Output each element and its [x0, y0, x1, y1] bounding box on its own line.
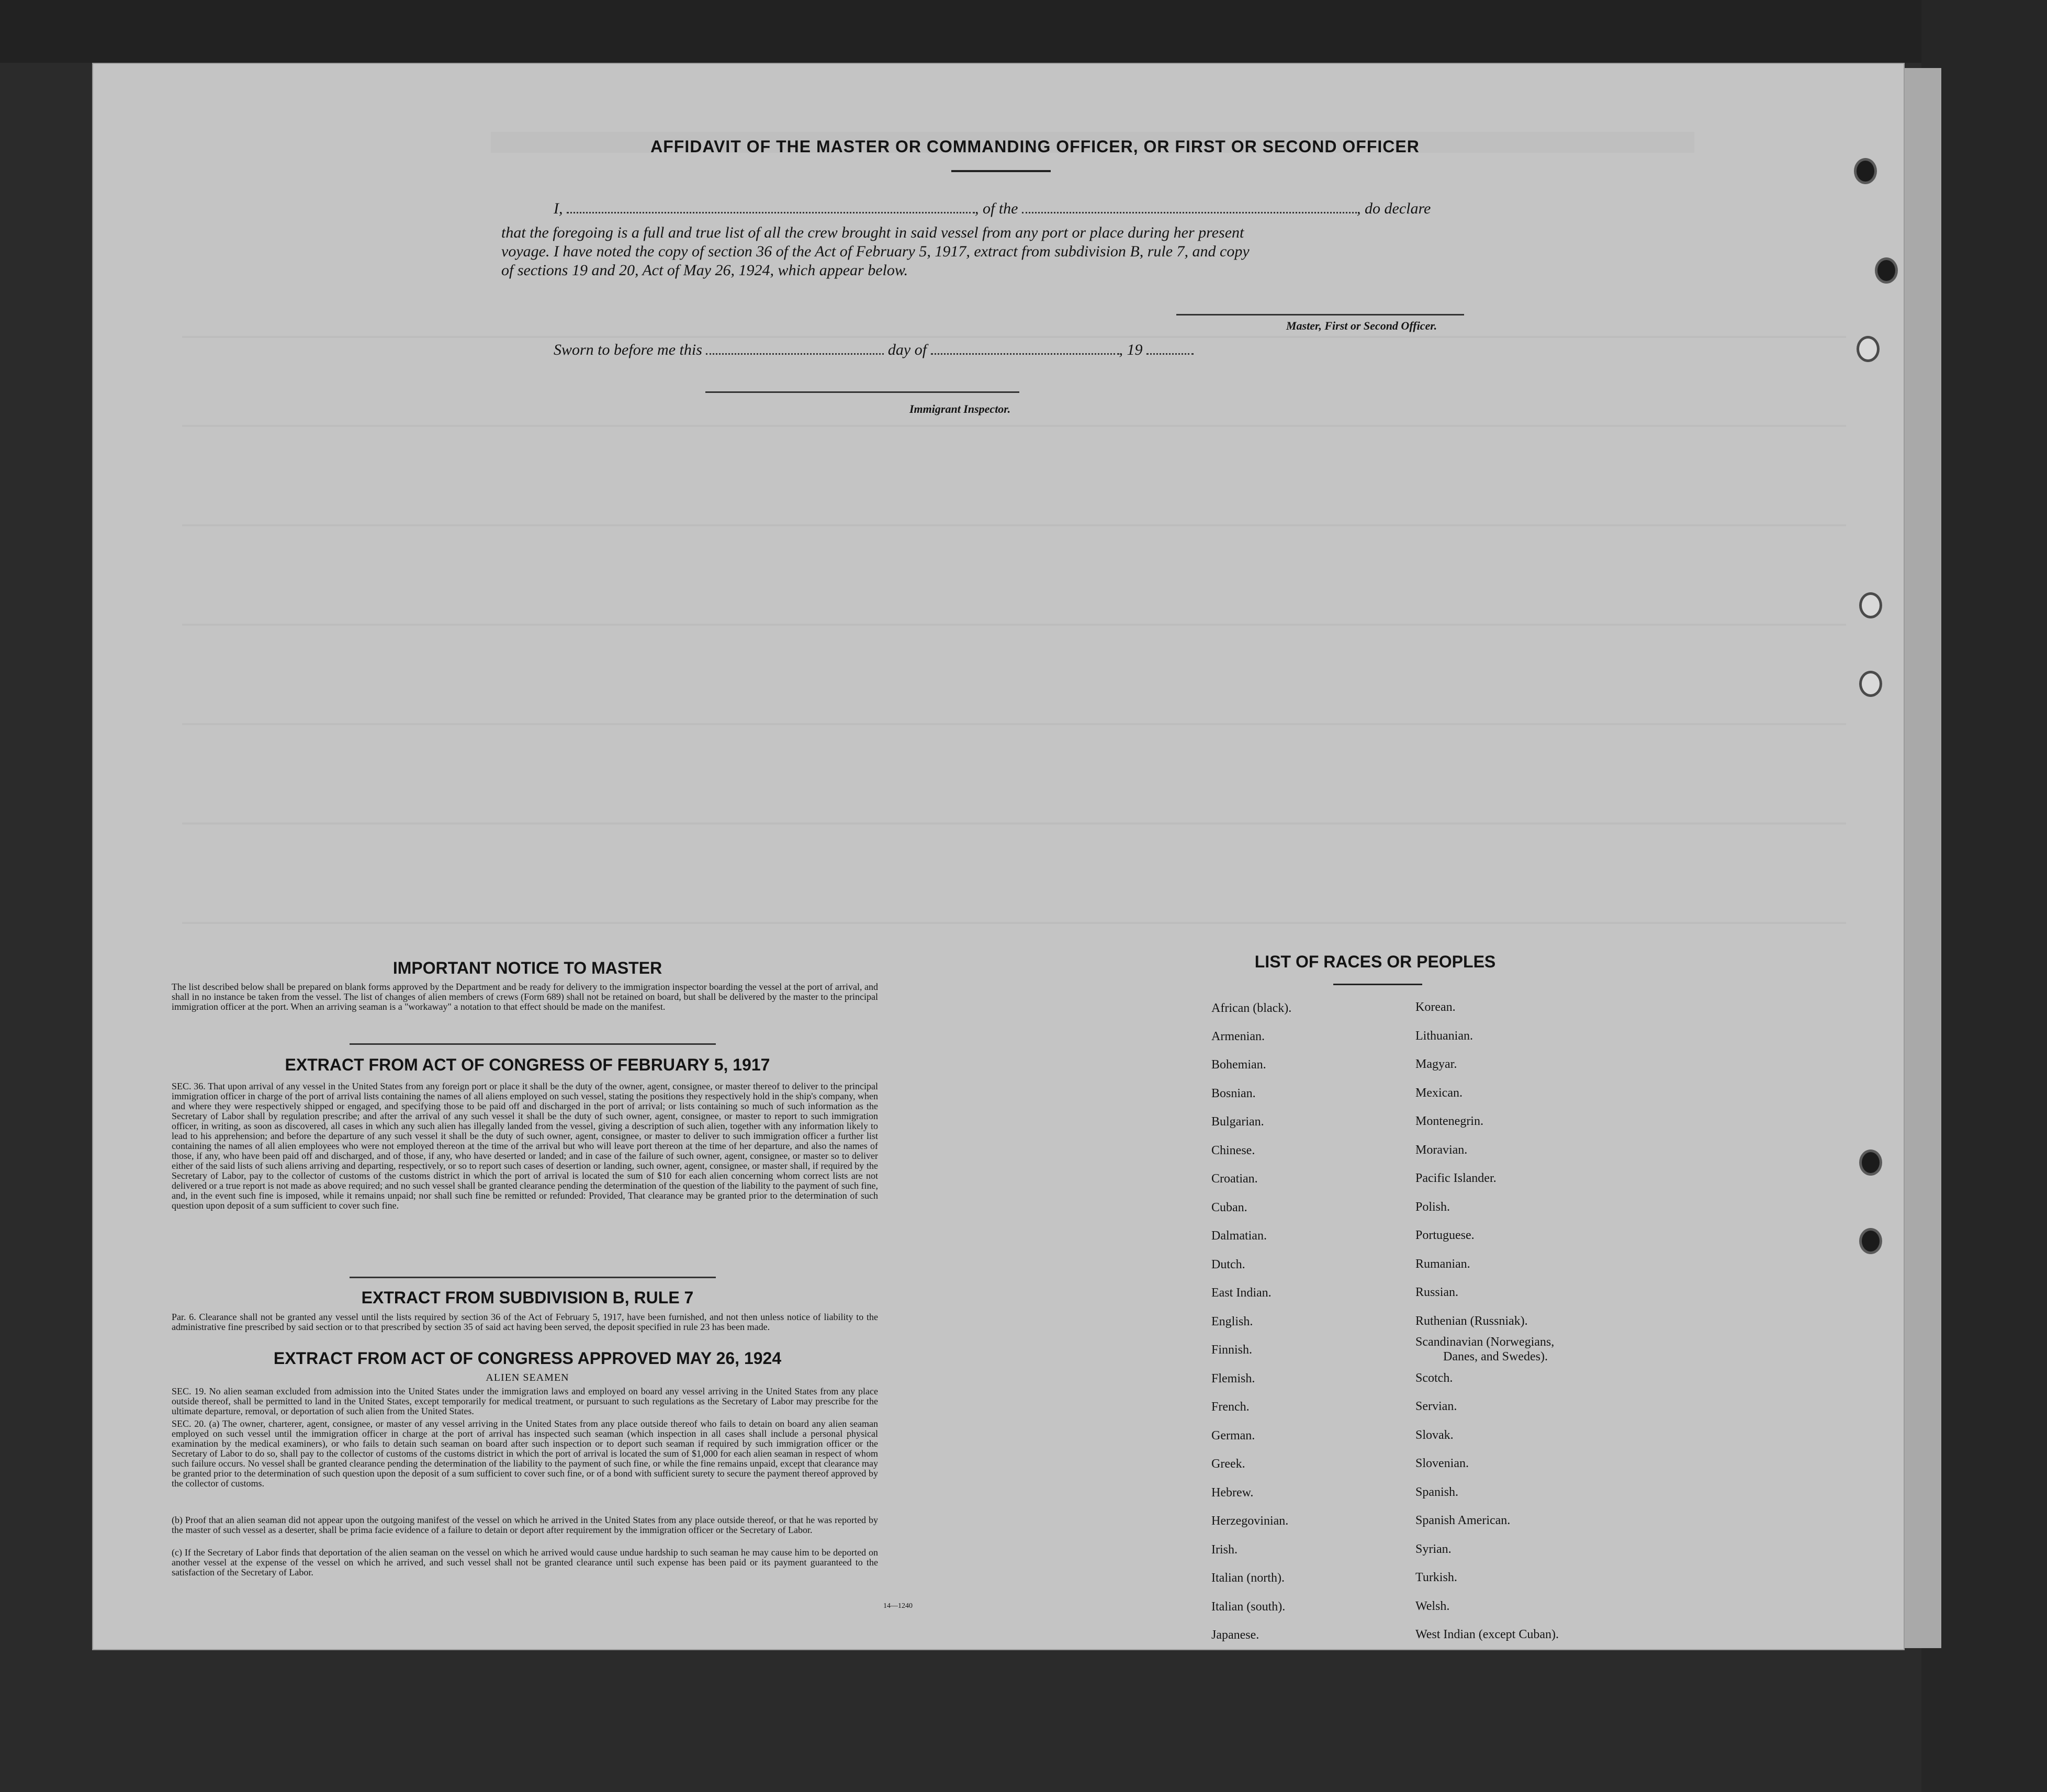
- race-item: East Indian.: [1211, 1286, 1272, 1300]
- race-item: Korean.: [1415, 1000, 1456, 1014]
- punch-hole-right: [1857, 336, 1880, 362]
- inspector-signature-line: [705, 391, 1019, 393]
- race-item: German.: [1211, 1429, 1255, 1442]
- race-item: Cuban.: [1211, 1201, 1247, 1214]
- extract-1924-title: EXTRACT FROM ACT OF CONGRESS APPROVED MAY 26, 1924: [273, 1349, 782, 1368]
- bleed-through-row: [182, 524, 1846, 526]
- race-item: African (black).: [1211, 1001, 1292, 1015]
- race-item: Welsh.: [1415, 1599, 1450, 1613]
- race-item: Pacific Islander.: [1415, 1171, 1497, 1185]
- bleed-through-row: [182, 723, 1846, 725]
- extract-1924-sec19: SEC. 19. No alien seaman excluded from admission into the United States under the immigration laws and employed on board any vessel arriving in the United States from any place outside thereof, shall be permitted to land in the United States, except temporarily for medical treatment, or pursuant to such regulations as the Secretary of Labor may prescribe for the ultimate departure, removal, or deportation of such alien from the United States.: [172, 1386, 878, 1416]
- race-item: English.: [1211, 1315, 1253, 1328]
- race-item: Magyar.: [1415, 1057, 1457, 1071]
- inspector-caption: Immigrant Inspector.: [909, 402, 1011, 415]
- title-divider: [951, 170, 1051, 172]
- race-item: Montenegrin.: [1415, 1114, 1483, 1128]
- notice-title: IMPORTANT NOTICE TO MASTER: [392, 959, 662, 977]
- race-item: Servian.: [1415, 1400, 1457, 1413]
- punch-hole-right: [1854, 158, 1877, 184]
- race-item: Syrian.: [1415, 1542, 1452, 1556]
- race-item: Moravian.: [1415, 1143, 1468, 1157]
- extract-1924-sec20a: SEC. 20. (a) The owner, charterer, agent, consignee, or master of any vessel arriving in the United States from any place outside thereof who fails to detain on board any alien seaman employed on such vessel until the immigration officer in charge at the port of arrival has inspected such seaman (which inspection in all cases shall include a personal physical examination by the medical examiners), or who fails to detain such seaman on board after such inspection or to deport such seaman if required by such immigration officer or the Secretary of Labor to do so, shall pay to the collector of customs of the customs district in which the port of arrival is located the sum of $1,000 for each alien seaman in respect of whom such failure occurs. No vessel shall be granted clearance pending the determination of the liability to the payment of such fine, or while the fine remains unpaid, except that clearance may be granted prior to the determination of such question upon the deposit of a sum sufficient to cover such fine, or of a bond with sufficient surety to secure the payment thereof approved by the collector of customs.: [172, 1418, 878, 1489]
- race-item: Greek.: [1211, 1457, 1245, 1471]
- race-item: Turkish.: [1415, 1571, 1457, 1584]
- affidavit-line-3: voyage. I have noted the copy of section 36 of the Act of February 5, 1917, extract from subdivision B, rule 7, and copy: [501, 243, 1250, 260]
- race-item: West Indian (except Cuban).: [1415, 1628, 1559, 1641]
- race-item: French.: [1211, 1400, 1250, 1414]
- race-item: Croatian.: [1211, 1172, 1258, 1186]
- year-label: , 19: [1119, 341, 1143, 358]
- month-blank: [931, 342, 1119, 355]
- day-of-label: day of: [887, 341, 927, 358]
- bleed-through-row: [182, 922, 1846, 924]
- of-the-label: , of the: [975, 200, 1018, 217]
- races-title: LIST OF RACES OR PEOPLES: [1254, 952, 1496, 971]
- sworn-label: Sworn to before me this: [554, 341, 702, 358]
- race-item: Hebrew.: [1211, 1486, 1254, 1500]
- section-divider: [350, 1043, 716, 1045]
- race-item: Russian.: [1415, 1286, 1459, 1299]
- scan-edge-top: [0, 0, 2047, 63]
- punch-hole-right: [1859, 671, 1882, 697]
- affidavit-line-1: [554, 200, 1431, 218]
- race-item: Dutch.: [1211, 1258, 1245, 1271]
- do-declare-label: , do declare: [1357, 200, 1431, 217]
- race-item: Finnish.: [1211, 1343, 1253, 1357]
- day-blank: [706, 342, 884, 355]
- subdivision-b-title: EXTRACT FROM SUBDIVISION B, RULE 7: [361, 1288, 694, 1307]
- race-item: Armenian.: [1211, 1030, 1265, 1043]
- race-item: Herzegovinian.: [1211, 1514, 1289, 1528]
- affidavit-title: AFFIDAVIT OF THE MASTER OR COMMANDING OFFICER, OR FIRST OR SECOND OFFICER: [650, 137, 1420, 156]
- race-item: Polish.: [1415, 1200, 1450, 1214]
- extract-1924-sec20c: (c) If the Secretary of Labor finds that deportation of the alien seaman on the vessel on which he arrived would cause undue hardship to such seaman he may cause him to be deported on another vessel at the expense of the vessel on which he arrived, and such vessel shall not be granted clearance until such expense has been paid or its payment guaranteed to the satisfaction of the Secretary of Labor.: [172, 1547, 878, 1577]
- race-item: Ruthenian (Russniak).: [1415, 1314, 1528, 1328]
- extract-1924-sec20b: (b) Proof that an alien seaman did not appear upon the outgoing manifest of the vessel on which he arrived in the United States from any place outside thereof, or that he was reported by the master of such vessel as a deserter, shall be prima facie evidence of a failure to detain or deport after requirement by the immigration officer or the Secretary of Labor.: [172, 1515, 878, 1535]
- bleed-through-row: [182, 425, 1846, 427]
- sworn-line: [554, 341, 1194, 359]
- bleed-through-row: [182, 822, 1846, 825]
- affidavit-line-2: that the foregoing is a full and true list of all the crew brought in said vessel from any port or place during her present: [501, 224, 1244, 241]
- race-item: Scotch.: [1415, 1371, 1453, 1385]
- race-item: Spanish.: [1415, 1485, 1459, 1499]
- race-item: Portuguese.: [1415, 1229, 1475, 1242]
- race-item: Spanish American.: [1415, 1514, 1511, 1527]
- race-item: Slovak.: [1415, 1428, 1454, 1442]
- punch-hole-right: [1859, 1228, 1882, 1254]
- race-item-continuation: Danes, and Swedes).: [1443, 1350, 1548, 1363]
- name-blank: [567, 200, 975, 213]
- vessel-blank: [1022, 200, 1357, 213]
- document-page: [93, 64, 1904, 1649]
- race-item: Chinese.: [1211, 1144, 1255, 1157]
- race-item: Italian (north).: [1211, 1571, 1285, 1585]
- races-divider: [1333, 984, 1422, 985]
- race-item: Lithuanian.: [1415, 1029, 1473, 1043]
- race-item: Irish.: [1211, 1543, 1238, 1557]
- race-item: Bosnian.: [1211, 1087, 1256, 1100]
- bleed-through-row: [182, 336, 1846, 338]
- race-item: Slovenian.: [1415, 1457, 1469, 1470]
- section-divider: [350, 1277, 716, 1278]
- extract-1924-subtitle: ALIEN SEAMEN: [486, 1372, 569, 1383]
- race-item: Japanese.: [1211, 1628, 1259, 1642]
- race-item: Rumanian.: [1415, 1257, 1470, 1271]
- master-caption: Master, First or Second Officer.: [1286, 319, 1437, 332]
- bleed-through-row: [182, 624, 1846, 626]
- extract-1917-title: EXTRACT FROM ACT OF CONGRESS OF FEBRUARY 5, 1917: [285, 1055, 770, 1074]
- extract-1917-body: SEC. 36. That upon arrival of any vessel in the United States from any foreign port or place it shall be the duty of the owner, agent, consignee, or master thereof to deliver to the principal immigration officer in charge of the port of arrival lists containing the names of all aliens employed on such vessel, stating the positions they respectively hold in the ship's company, when and where they were respectively shipped or engaged, and specifying those to be paid off and discharged in the port of arrival; or lists containing so much of such information as the Secretary of Labor shall by regulation prescribe; and after the arrival of any such vessel it shall be the duty of such owner, agent, consignee, or master to report to such immigration officer, in writing, as soon as discovered, all cases in which any such alien has illegally landed from the vessel, giving a description of such alien, together with any information likely to lead to his apprehension; and before the departure of any such vessel it shall be the duty of such owner, agent, consignee, or master to deliver to such immigration officer a further list containing the names of all alien employees who were not employed thereon at the time of the arrival but who will leave port thereon at the time of her departure, and also the names of those, if any, who have been paid off and discharged, and of those, if any, who have deserted or landed; and in case of the failure of such owner, agent, consignee, or master so to deliver either of the said lists of such aliens arriving and departing, respectively, or so to report such cases of desertion or landing, such owner, agent, consignee, or master shall, if required by the Secretary of Labor, pay to the collector of customs of the customs district in which the port of arrival is located the sum of $10 for each alien concerning whom correct lists are not delivered or a true report is not made as above required; and no such vessel shall be granted clearance pending the determination of the question of the liability to the payment of such fine, and, in the event such fine is imposed, while it remains unpaid; nor shall such fine be remitted or refunded: Provided, That clearance may be granted prior to the determination of such question upon deposit of a sum sufficient to cover such fine.: [172, 1081, 878, 1211]
- punch-hole-right: [1859, 592, 1882, 618]
- race-item: Bohemian.: [1211, 1058, 1266, 1072]
- form-number: 14—1240: [883, 1602, 913, 1610]
- i-label: I,: [554, 200, 563, 217]
- punch-hole-right: [1875, 257, 1898, 284]
- punch-hole-right: [1859, 1149, 1882, 1176]
- race-item: Flemish.: [1211, 1372, 1255, 1385]
- subdivision-b-body: Par. 6. Clearance shall not be granted any vessel until the lists required by section 36 of the Act of February 5, 1917, have been furnished, and not then unless notice of liability to the administrative fine prescribed by said section or to that prescribed by section 35 of said act having been served, the deposit specified in rule 23 has been made.: [172, 1312, 878, 1332]
- race-item: Italian (south).: [1211, 1600, 1286, 1614]
- notice-body: The list described below shall be prepared on blank forms approved by the Department and be ready for delivery to the immigration inspector boarding the vessel at the port of arrival, and shall in no instance be taken from the vessel. The list of changes of alien members of crews (Form 689) shall not be retained on board, but shall be delivered by the master to the principal immigration officer at the port. When an arriving seaman is a "workaway" a notation to that effect should be made on the manifest.: [172, 982, 878, 1012]
- race-item: Scandinavian (Norwegians,: [1415, 1335, 1555, 1349]
- year-blank: [1146, 342, 1194, 355]
- race-item: Mexican.: [1415, 1086, 1463, 1100]
- race-item: Bulgarian.: [1211, 1115, 1264, 1129]
- race-item: Dalmatian.: [1211, 1229, 1267, 1243]
- master-signature-line: [1176, 314, 1464, 315]
- affidavit-line-4: of sections 19 and 20, Act of May 26, 1924, which appear below.: [501, 262, 908, 279]
